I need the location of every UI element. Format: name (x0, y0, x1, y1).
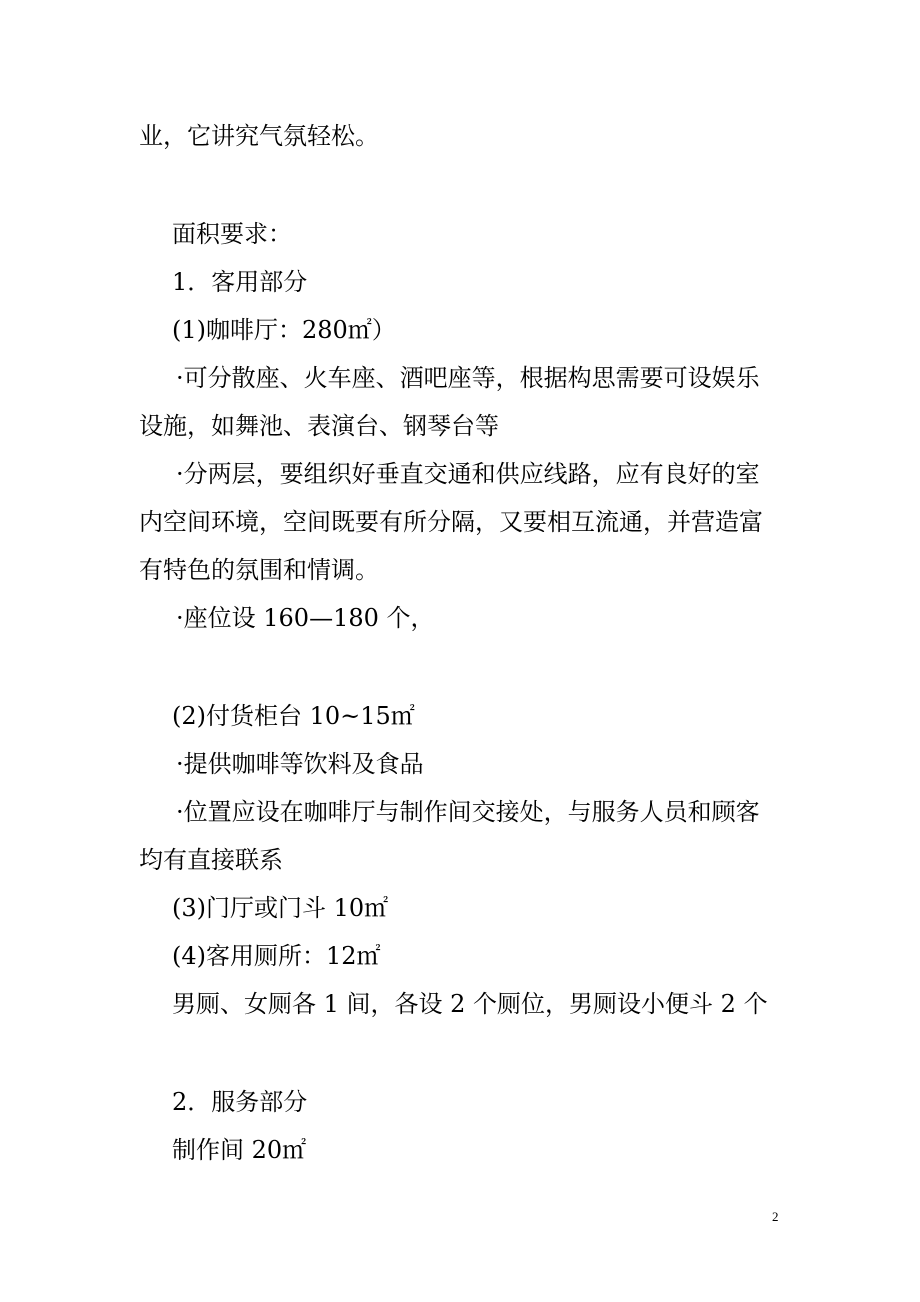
cafe-bullet-1-line-2: 设施，如舞池、表演台、钢琴台等 (139, 412, 499, 440)
cafe-bullet-1-line-1: ·可分散座、火车座、酒吧座等，根据构思需要可设娱乐 (176, 364, 760, 392)
cafe-bullet-3: ·座位设 160—180 个， (176, 604, 435, 632)
counter-bullet-2-line-2: 均有直接联系 (139, 846, 283, 874)
counter-bullet-1: ·提供咖啡等饮料及食品 (176, 750, 424, 778)
lobby-item: (3)门厅或门斗 10㎡ (172, 894, 389, 922)
cafe-bullet-2-line-3: 有特色的氛围和情调。 (139, 556, 379, 584)
section-heading: 面积要求： (172, 220, 292, 248)
cafe-title: (1)咖啡厅：280㎡） (172, 316, 396, 344)
restroom-detail: 男厕、女厕各 1 间，各设 2 个厕位，男厕设小便斗 2 个 (172, 990, 768, 1018)
part2-heading: 2．服务部分 (172, 1088, 308, 1116)
part1-heading: 1．客用部分 (172, 268, 308, 296)
restroom-title: (4)客用厕所：12㎡ (172, 942, 381, 970)
kitchen-item: 制作间 20㎡ (172, 1136, 307, 1164)
cafe-bullet-2-line-2: 内空间环境，空间既要有所分隔，又要相互流通，并营造富 (139, 508, 763, 536)
continuation-text: 业，它讲究气氛轻松。 (139, 122, 379, 150)
page-number: 2 (772, 1209, 779, 1224)
counter-title: (2)付货柜台 10~15㎡ (172, 702, 415, 730)
cafe-bullet-2-line-1: ·分两层，要组织好垂直交通和供应线路，应有良好的室 (176, 460, 760, 488)
counter-bullet-2-line-1: ·位置应设在咖啡厅与制作间交接处，与服务人员和顾客 (176, 798, 760, 826)
